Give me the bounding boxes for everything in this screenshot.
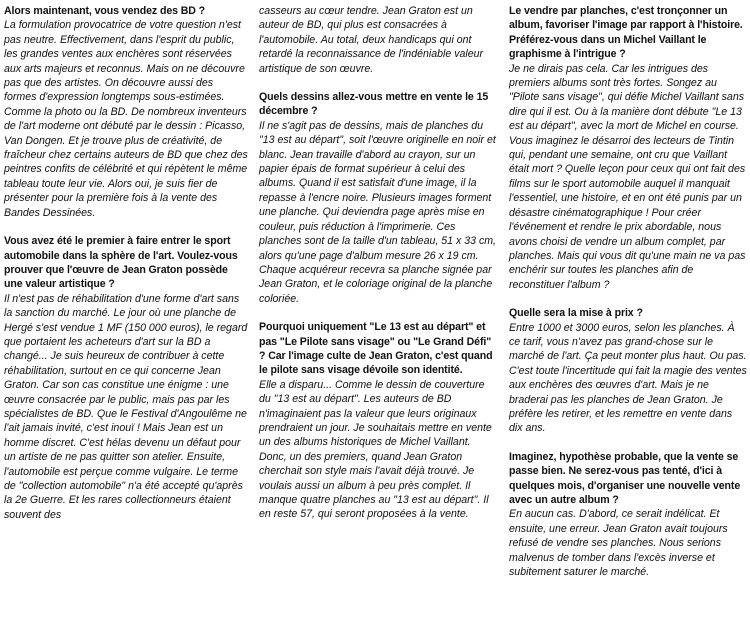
answer-7: En aucun cas. D'abord, ce serait indélicat. Et ensuite, une erreur. Jean Graton avait toujours refusé de vendre ses planches. Nous serions malvenus de tomber dans l'excès inverse et subitement saturer le marché. [509,508,728,579]
column-3 [509,4,747,579]
answer-4: Elle a disparu... Comme le dessin de couverture du "13 est au départ". Les auteurs de BD n'imaginaient pas la valeur que leurs originaux prendraient un jour. Je souhaitais mettre en vente un des albums historiques de Michel Vaillant. Donc, un des premiers, quand Jean Graton cherchait son style mais l'avait déjà trouvé. Je voulais aussi un album à peu près complet. Il manque quatre planches au "13 est au départ". Il en reste 57, qui seront proposées à la vente. [259,378,492,521]
column-2 [259,4,499,522]
spacer [4,220,248,234]
answer-5: Je ne dirais pas cela. Car les intrigues des premiers albums sont très fortes. Songez au "Pilote sans visage", qui défie Michel Vaillant sans dire qui il est. Ou à la manière dont débute "Le 13 est au départ", avec la mort de Michel en course. Vous imaginez le désarroi des lecteurs de Tintin qui, pendant une semaine, ont cru que Vaillant était mort ? Quelle leçon pour ceux qui ont fait des films sur le sport automobile auquel il manquait l'essentiel, une histoire, et en ont été punis par un désastre cinématographique ! Pour créer l'événement et rendre le prix abordable, nous avons choisi de vendre un album complet, par planches. Mais qui vous dit qu'une main ne va pas enchérir sur toutes les planches afin de reconstituer l'album ? [509,62,746,291]
question-5: Le vendre par planches, c'est tronçonner un album, favoriser l'image par rapport à l'histoire. Préférez-vous dans un Michel Vaillant le graphisme à l'intrigue ? [509,5,743,61]
spacer [259,76,499,90]
question-6: Quelle sera la mise à prix ? [509,307,643,320]
question-2: Vous avez été le premier à faire entrer le sport automobile dans la sphère de l'art. Voulez-vous prouver que l'œuvre de Jean Graton possède une valeur artistique ? [4,235,238,291]
spacer [509,436,747,450]
question-3: Quels dessins allez-vous mettre en vente le 15 décembre ? [259,91,489,118]
question-1: Alors maintenant, vous vendez des BD ? [4,5,206,17]
spacer [259,306,499,320]
answer-2: Il n'est pas de réhabilitation d'une forme d'art sans la sanction du marché. Le jour où une planche de Hergé s'est vendue 1 MF (150 000 euros), le regard que portaient les acheteurs d'art sur la BD a changé... Je suis heureux de contribuer à cette réhabilitation, surtout en ce qui concerne Jean Graton. Car son cas constitue une énigme : une œuvre consacrée par le public, mais pas par les spécialistes de BD. Que le Festival d'Angoulême ne l'ait jamais invité, c'est inouï ! Mais Jean est un homme discret. C'est hélas devenu un défaut pour un artiste de ne pas quitter son atelier. Ensuite, l'automobile est perçue comme vulgaire. Le terme de "collection automobile" n'a été accepté qu'après la 2e Guerre. Et les rares collectionneurs étaient souvent des [4,292,248,521]
question-4: Pourquoi uniquement "Le 13 est au départ" et pas "Le Pilote sans visage" ou "Le Grand Défi" ? Car l'image culte de Jean Graton, c'est quand le pilote sans visage dévoile son identité. [259,321,493,377]
answer-2-continued: casseurs au cœur tendre. Jean Graton est un auteur de BD, qui plus est consacrées à l'automobile. Au total, deux handicaps qui ont retardé la reconnaissance de l'indéniable valeur artistique de son œuvre. [259,5,484,75]
answer-3: Il ne s'agit pas de dessins, mais de planches du "13 est au départ", soit l'œuvre originelle en noir et blanc. Jean travaille d'abord au crayon, sur un papier épais de format supérieur à celui des albums. Quand il est satisfait d'une image, il la repasse à l'encre noire. Plusieurs images forment une planche. Qui deviendra page après mise en couleur, puis réduction à l'imprimerie. Ces planches sont de la taille d'un tableau, 51 x 33 cm, alors qu'une page d'album mesure 26 x 19 cm. Chaque acquéreur recevra sa planche signée par Jean Graton, et le coloriage original de la planche coloriée. [259,119,497,305]
answer-1: La formulation provocatrice de votre question n'est pas neutre. Effectivement, dans l'esprit du public, les grandes ventes aux enchères sont réservées aux arts majeurs et reconnus. Mais on ne découvre pas que des artistes. On découvre aussi des formes d'expression longtemps sous-estimées. Comme la photo ou la BD. De nombreux inventeurs de l'art moderne ont débuté par le dessin : Picasso, Van Dongen. Et je trouve plus de créativité, de fraîcheur chez certains auteurs de BD que chez des peintres confits de célébrité et qui répètent le même tableau toute leur vie. Alors oui, je suis fier de présenter pour la première fois à la vente des Bandes Dessinées. [4,19,248,219]
column-1 [4,4,248,522]
spacer [509,292,747,306]
answer-6: Entre 1000 et 3000 euros, selon les planches. À ce tarif, vous n'avez pas grand-chose sur le marché de l'art. Ça peut monter plus haut. Ou pas. C'est toute l'incertitude qui fait la magie des ventes aux enchères des œuvres d'art. Mais je ne braderai pas les planches de Jean Graton. Je préfère les retirer, et les remettre en vente dans dix ans. [509,321,747,435]
question-7: Imaginez, hypothèse probable, que la vente se passe bien. Ne serez-vous pas tenté, d'ici à quelques mois, d'organiser une nouvelle vente avec un autre album ? [509,450,741,506]
